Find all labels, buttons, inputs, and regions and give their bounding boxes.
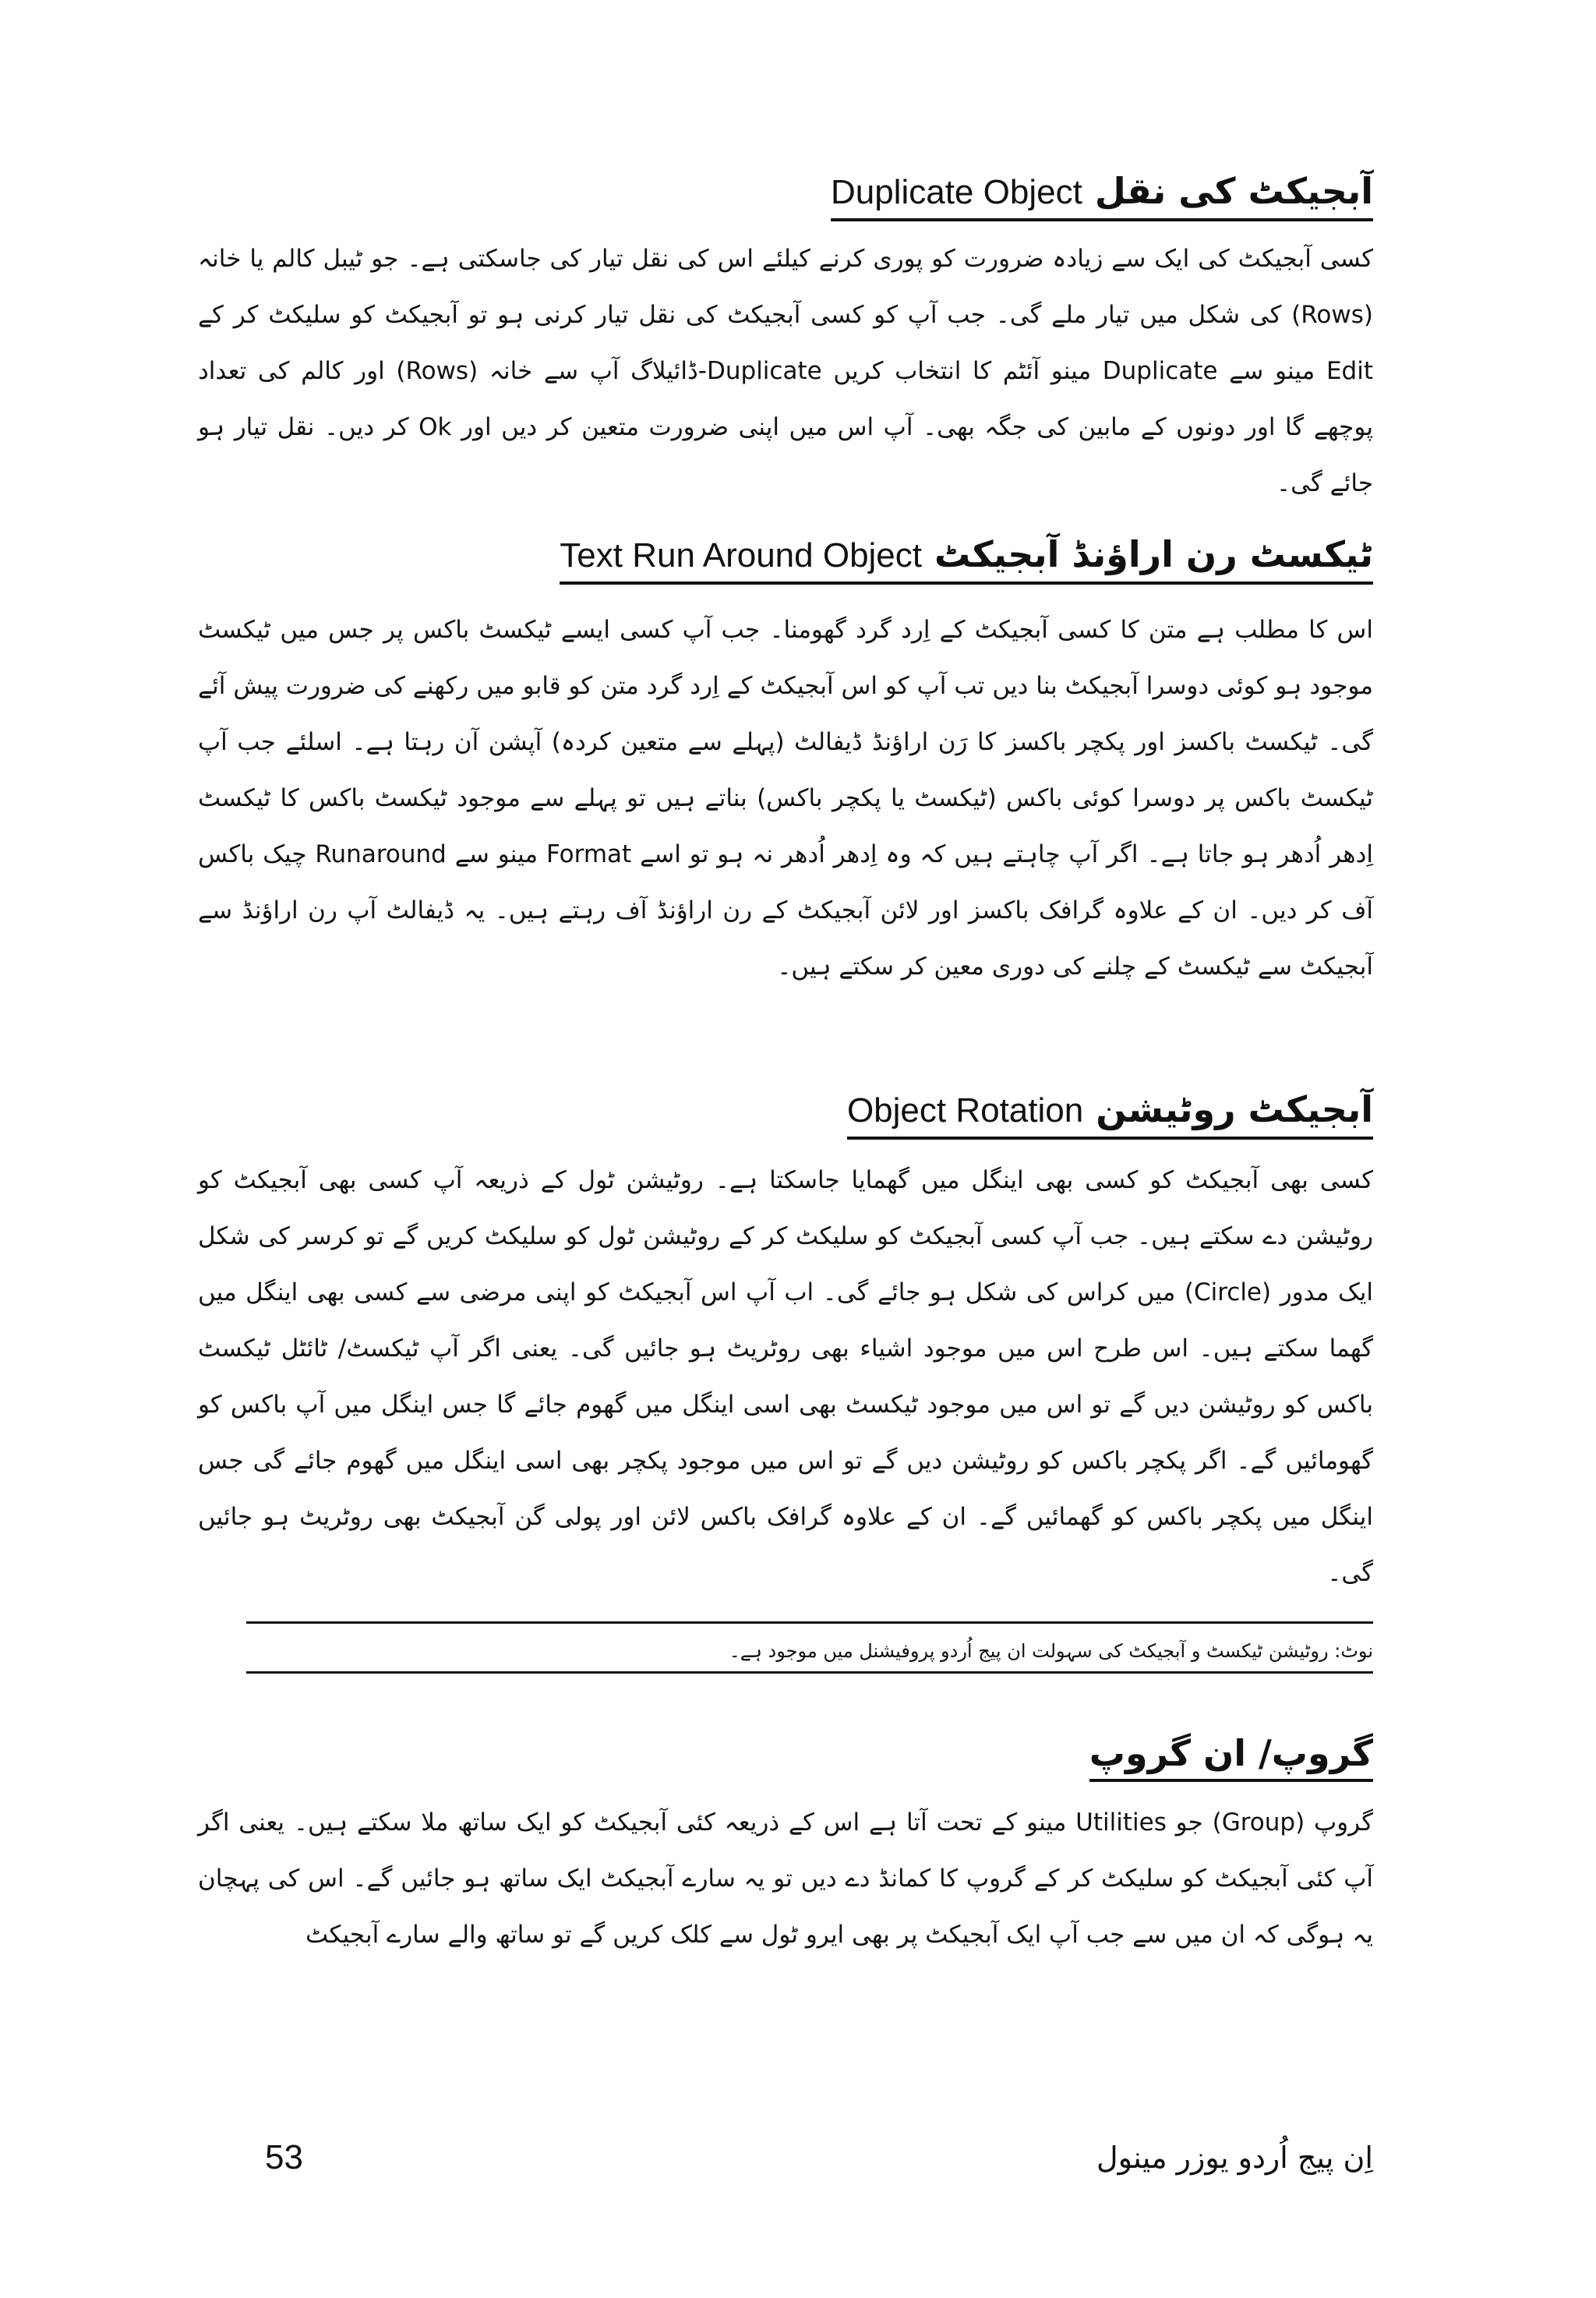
paragraph-duplicate-object: کسی آبجیکٹ کی ایک سے زیادہ ضرورت کو پوری کرنے کیلئے اس کی نقل تیار کی جاسکتی ہے۔ جو ٹیبل کالم یا خانہ (Rows) کی شکل میں تیار ملے گی۔ جب آپ کو کسی آبجیکٹ کی نقل تیار کرنی ہو تو آبجیکٹ کو سلیکٹ کر کے Edit مینو سے Duplicate مینو آئٹم کا انتخاب کریں Duplicate-ڈائیلاگ آپ سے خانہ (Rows) اور کالم کی تعداد پوچھے گا اور دونوں کے مابین کی جگہ بھی۔ آپ اس میں اپنی ضرورت متعین کر دیں اور Ok کر دیں۔ نقل تیار ہو جائے گی۔: [198, 245, 1373, 497]
paragraph-text-run-around: اس کا مطلب ہے متن کا کسی آبجیکٹ کے اِرد گرد گھومنا۔ جب آپ کسی ایسے ٹیکسٹ باکس پر جس میں ٹیکسٹ موجود ہو کوئی دوسرا آبجیکٹ بنا دیں تب آپ کو اس آبجیکٹ کے اِرد گرد متن کو قابو میں رکھنے کی ضرورت پیش آئے گی۔ ٹیکسٹ باکسز اور پکچر باکسز کا رَن اراؤنڈ ڈیفالٹ (پہلے سے متعین کردہ) آپشن آن رہتا ہے۔ اسلئے جب آپ ٹیکسٹ باکس پر دوسرا کوئی باکس (ٹیکسٹ یا پکچر باکس) بناتے ہیں تو پہلے سے موجود ٹیکسٹ باکس کا ٹیکسٹ اِدھر اُدھر ہو جاتا ہے۔ اگر آپ چاہتے ہیں کہ وہ اِدھر اُدھر نہ ہو تو اسے Format مینو سے Runaround چیک باکس آف کر دیں۔ ان کے علاوہ گرافک باکسز اور لائن آبجیکٹ کے رن اراؤنڈ آف رہتے ہیں۔ یہ ڈیفالٹ آپ رن اراؤنڈ سے آبجیکٹ سے ٹیکسٹ کے چلنے کی دوری معین کر سکتے ہیں۔: [198, 616, 1374, 981]
paragraph-group-ungroup: گروپ (Group) جو Utilities مینو کے تحت آتا ہے اس کے ذریعہ کئی آبجیکٹ کو ایک ساتھ ملا سکتے ہیں۔ یعنی اگر آپ کئی آبجیکٹ کو سلیکٹ کر کے گروپ کا کمانڈ دے دیں تو یہ سارے آبجیکٹ ایک ساتھ ہو جائیں گے۔ اس کی پہچان یہ ہوگی کہ ان میں سے جب آپ ایک آبجیکٹ پر بھی ایرو ٹول سے کلک کریں گے تو ساتھ والے سارے آبجیکٹ: [198, 1808, 1374, 1949]
section-heading-text-run-around: [560, 530, 1373, 585]
heading-english: Duplicate Object: [830, 173, 1082, 211]
page-number: 53: [265, 2138, 303, 2176]
paragraph-object-rotation: کسی بھی آبجیکٹ کو کسی بھی اینگل میں گھمایا جاسکتا ہے۔ روٹیشن ٹول کے ذریعہ آپ کسی بھی آبجیکٹ کو روٹیشن دے سکتے ہیں۔ جب آپ کسی آبجیکٹ کو سلیکٹ کر کے روٹیشن ٹول کو سلیکٹ کریں گے تو کرسر کی شکل ایک مدور (Circle) میں کراس کی شکل ہو جائے گی۔ اب آپ اس آبجیکٹ کو اپنی مرضی سے کسی بھی اینگل میں گھما سکتے ہیں۔ اس طرح اس میں موجود اشیاء بھی روٹریٹ ہو جائیں گی۔ یعنی اگر آپ ٹیکسٹ/ ٹائٹل ٹیکسٹ باکس کو روٹیشن دیں گے تو اس میں موجود ٹیکسٹ بھی اسی اینگل میں گھوم جائے گا جس اینگل میں آپ باکس کو گھومائیں گے۔ اگر پکچر باکس کو روٹیشن دیں گے تو اس میں موجود پکچر بھی اسی اینگل میں گھوم جائے گی جس اینگل میں پکچر باکس کو گھمائیں گے۔ ان کے علاوہ گرافک باکس لائن اور پولی گن آبجیکٹ بھی روٹریٹ ہو جائیں گی۔: [198, 1166, 1373, 1587]
heading-urdu: گروپ/ ان گروپ: [1089, 1732, 1373, 1774]
heading-english: Text Run Around Object: [560, 536, 923, 574]
heading-urdu: ٹیکسٹ رن اراؤنڈ آبجیکٹ: [934, 533, 1373, 575]
heading-urdu: آبجیکٹ روٹیشن: [1096, 1088, 1373, 1130]
note-bottom-rule: [246, 1671, 1373, 1674]
heading-urdu: آبجیکٹ کی نقل: [1094, 170, 1373, 212]
book-title: اِن پیج اُردو یوزر مینول: [1096, 2141, 1373, 2175]
note-top-rule: [246, 1621, 1373, 1624]
section-heading-group-ungroup: [1089, 1729, 1373, 1782]
note-text: نوٹ: روٹیشن ٹیکسٹ و آبجیکٹ کی سہولت ان پیج اُردو پروفیشنل میں موجود ہے۔: [729, 1640, 1373, 1662]
section-heading-object-rotation: [847, 1085, 1373, 1140]
heading-english: Object Rotation: [846, 1091, 1084, 1130]
section-heading-duplicate-object: [831, 167, 1373, 221]
